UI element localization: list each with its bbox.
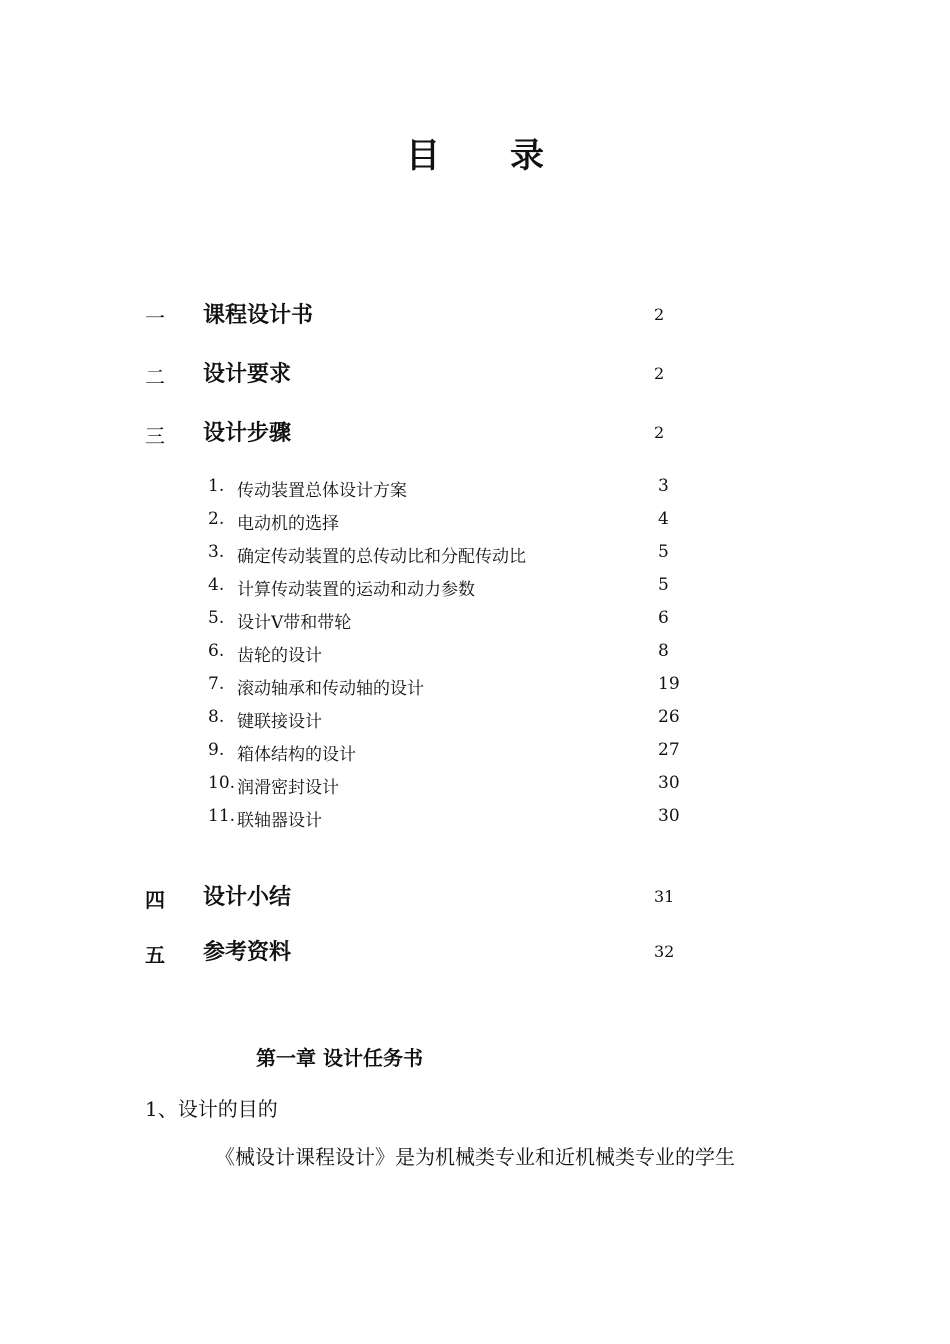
toc-subsection-title: 电动机的选择 [237,514,339,534]
page-title [0,128,950,177]
toc-section-title: 设计步骤 [203,421,292,446]
toc-subsection-number: 11. [208,806,236,826]
toc-subsection-number: 7. [208,674,225,694]
toc-subsection-page: 5 [658,542,669,562]
toc-subsection-page: 6 [658,608,669,628]
toc-subsection-title: 传动装置总体设计方案 [237,481,407,501]
toc-subsection-page: 3 [658,476,669,496]
toc-section-title: 设计小结 [203,885,292,910]
toc-subsection-number: 3. [208,542,225,562]
toc-subsection-page: 27 [658,740,680,760]
body-heading: 1、设计的目的 [145,1097,278,1121]
toc-subsection-title: 润滑密封设计 [237,778,339,798]
toc-subsection-page: 5 [658,575,669,595]
toc-subsection-number: 8. [208,707,225,727]
toc-section-title: 参考资料 [203,940,292,965]
toc-subsection-page: 4 [658,509,669,529]
toc-subsection-title: 设计V带和带轮 [237,613,352,633]
toc-section-page: 31 [654,887,675,906]
toc-section-page: 2 [654,305,665,324]
toc-subsection-title: 键联接设计 [237,712,322,732]
chapter-heading: 第一章 设计任务书 [256,1046,423,1070]
toc-subsection-number: 5. [208,608,225,628]
toc-section-number: 五 [145,943,165,967]
toc-subsection-page: 26 [658,707,680,727]
toc-section-page: 32 [654,942,675,961]
toc-subsection-page: 19 [658,674,680,694]
toc-section-number: 二 [145,365,165,389]
toc-section-title: 设计要求 [203,362,292,387]
toc-subsection-title: 确定传动装置的总传动比和分配传动比 [237,547,526,567]
toc-subsection-number: 4. [208,575,225,595]
toc-subsection-page: 30 [658,806,680,826]
toc-section-page: 2 [654,364,665,383]
toc-section-page: 2 [654,423,665,442]
title-char-1: 目 [406,136,440,176]
toc-subsection-page: 8 [658,641,669,661]
toc-section-title: 课程设计书 [203,303,314,328]
toc-section-number: 一 [145,306,165,330]
toc-subsection-page: 30 [658,773,680,793]
toc-subsection-number: 2. [208,509,225,529]
toc-section-number: 三 [145,424,165,448]
toc-subsection-number: 1. [208,476,225,496]
toc-subsection-title: 箱体结构的设计 [237,745,356,765]
toc-section-number: 四 [145,888,165,912]
toc-subsection-title: 计算传动装置的运动和动力参数 [237,580,475,600]
toc-subsection-title: 滚动轴承和传动轴的设计 [237,679,424,699]
toc-subsection-number: 6. [208,641,225,661]
toc-subsection-number: 9. [208,740,225,760]
body-paragraph: 《械设计课程设计》是为机械类专业和近机械类专业的学生 [215,1145,735,1169]
title-char-2: 录 [510,136,544,176]
toc-subsection-title: 齿轮的设计 [237,646,322,666]
toc-subsection-title: 联轴器设计 [237,811,322,831]
toc-subsection-number: 10. [208,773,236,793]
